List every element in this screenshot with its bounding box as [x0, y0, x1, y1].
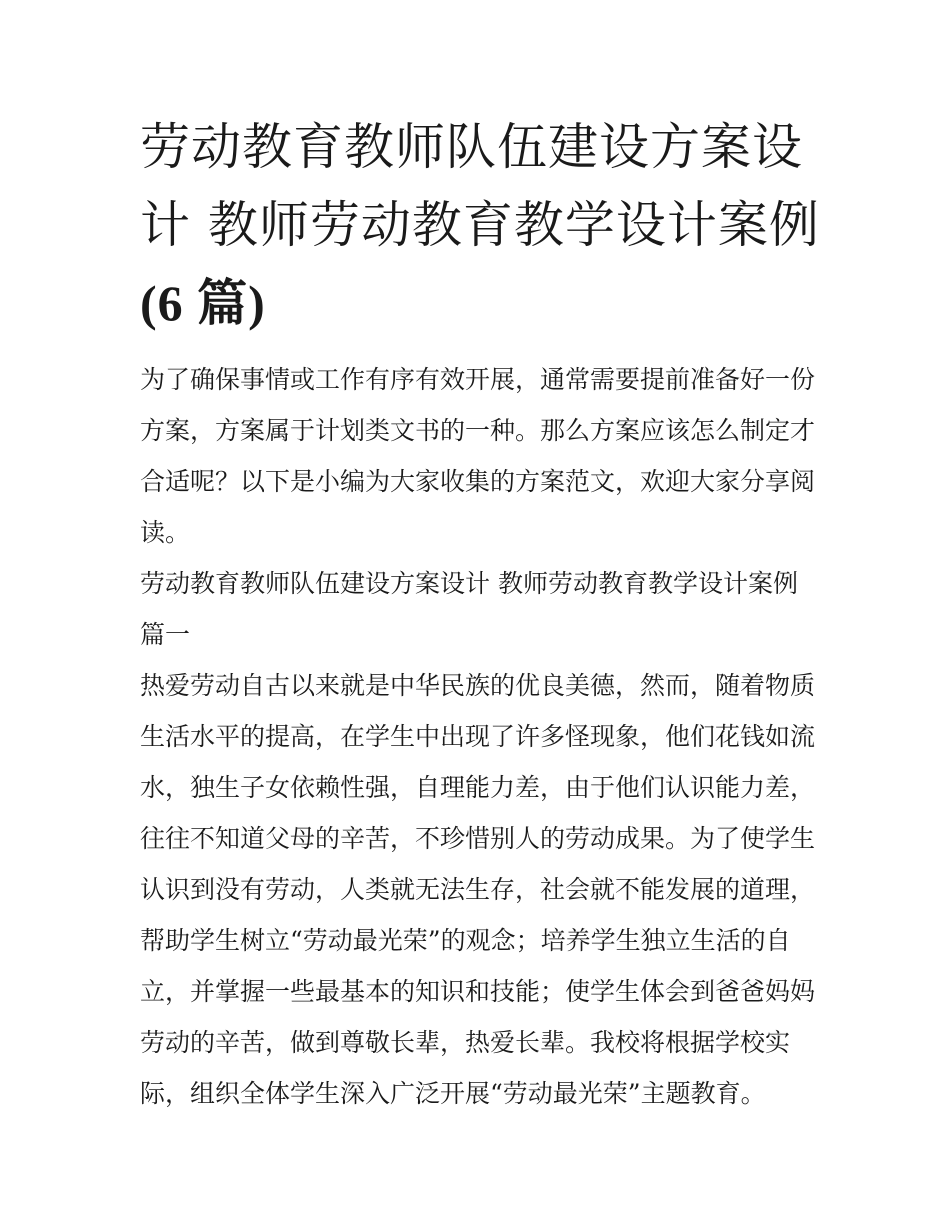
intro-paragraph	[140, 354, 816, 558]
text-line: 合适呢？以下是小编为大家收集的方案范文，欢迎大家分享阅	[140, 467, 816, 496]
title-line: 计 教师劳动教育教学设计案例	[140, 196, 820, 254]
text-line: 生活水平的提高，在学生中出现了许多怪现象，他们花钱如流	[140, 722, 816, 751]
document-title	[140, 108, 820, 342]
section-heading	[140, 558, 812, 660]
text-line: 劳动的辛苦，做到尊敬长辈，热爱长辈。我校将根据学校实	[140, 1028, 791, 1057]
text-line: 热爱劳动自古以来就是中华民族的优良美德，然而，随着物质	[140, 671, 816, 700]
text-line: 认识到没有劳动，人类就无法生存，社会就不能发展的道理，	[140, 875, 816, 904]
title-line: 劳动教育教师队伍建设方案设	[140, 118, 803, 176]
text-line: 际，组织全体学生深入广泛开展“劳动最光荣”主题教育。	[140, 1079, 766, 1108]
text-line: 立，并掌握一些最基本的知识和技能；使学生体会到爸爸妈妈	[140, 977, 816, 1006]
text-line: 方案，方案属于计划类文书的一种。那么方案应该怎么制定才	[140, 416, 816, 445]
text-line: 读。	[140, 518, 191, 547]
text-line: 水，独生子女依赖性强，自理能力差，由于他们认识能力差，	[140, 773, 816, 802]
text-line: 往往不知道父母的辛苦，不珍惜别人的劳动成果。为了使学生	[140, 824, 816, 853]
text-line: 为了确保事情或工作有序有效开展，通常需要提前准备好一份	[140, 365, 816, 394]
text-line: 帮助学生树立“劳动最光荣”的观念；培养学生独立生活的自	[140, 926, 791, 955]
body-paragraph	[140, 660, 816, 1119]
document-body	[140, 354, 816, 1119]
heading-line: 篇一	[140, 620, 191, 649]
heading-line: 劳动教育教师队伍建设方案设计 教师劳动教育教学设计案例	[140, 569, 798, 598]
title-line: (6 篇)	[140, 275, 266, 331]
